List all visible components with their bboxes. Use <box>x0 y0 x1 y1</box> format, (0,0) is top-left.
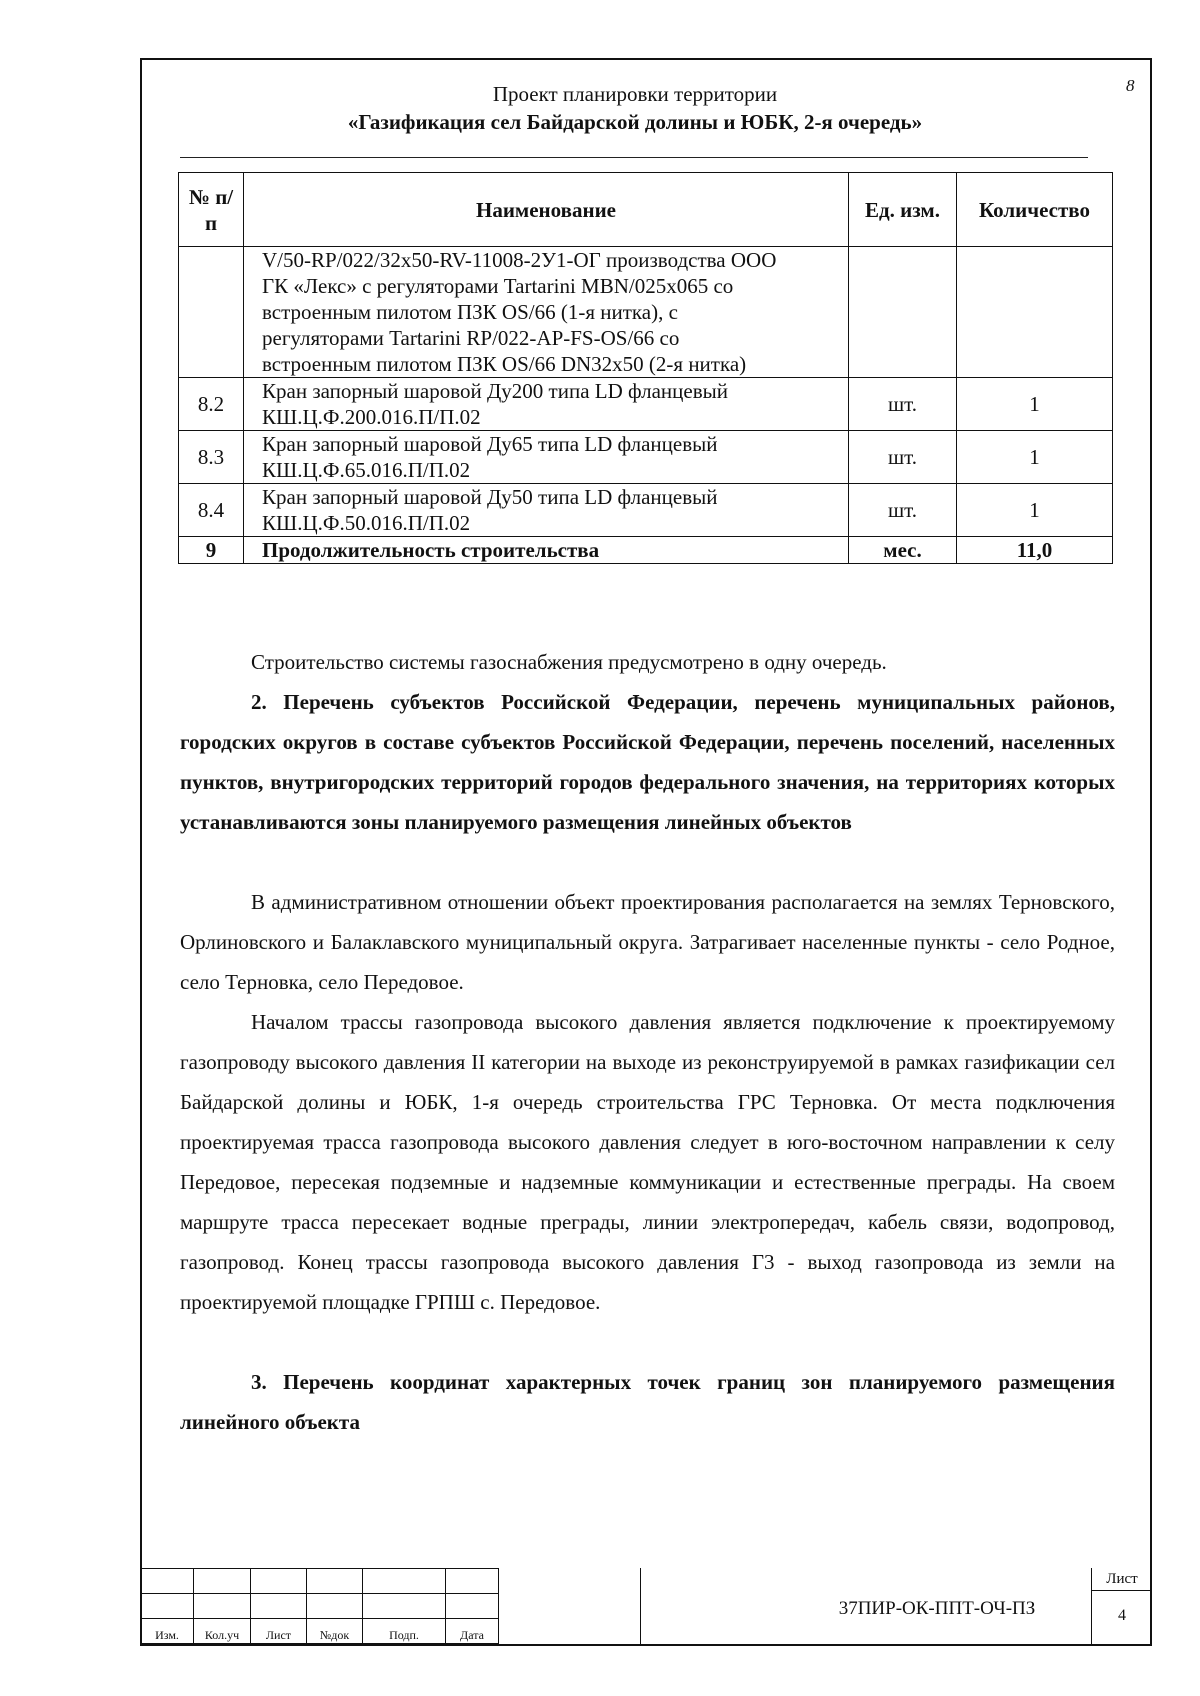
row-unit: шт. <box>849 484 957 537</box>
col-header-qty: Количество <box>957 173 1113 247</box>
row-unit: шт. <box>849 431 957 484</box>
row-name <box>244 431 849 484</box>
row-name <box>244 247 849 378</box>
sheet-cell <box>1091 1568 1152 1646</box>
header-subtitle: «Газификация сел Байдарской долины и ЮБК, 2-я очередь» <box>347 110 923 134</box>
row-name-line: КШ.Ц.Ф.200.016.П/П.02 <box>262 405 481 429</box>
stamp-label: Лист <box>251 1619 307 1644</box>
row-name-line: КШ.Ц.Ф.50.016.П/П.02 <box>262 511 471 535</box>
stamp-label: Изм. <box>141 1619 194 1644</box>
section-3-heading: 3. Перечень координат характерных точек границ зон планируемого размещения линейного объекта <box>180 1370 1115 1434</box>
row-name-line: Кран запорный шаровой Ду65 типа LD фланцевый <box>262 432 718 456</box>
row-name-line: КШ.Ц.Ф.65.016.П/П.02 <box>262 458 471 482</box>
total-name: Продолжительность строительства <box>244 537 849 564</box>
row-name-line: ГК «Лекс» с регуляторами Tartarini MBN/025x065 со <box>262 274 734 298</box>
table-header-row <box>179 173 1113 247</box>
stamp-label: Подп. <box>363 1619 446 1644</box>
row-name <box>244 484 849 537</box>
paragraph-3: Началом трассы газопровода высокого давления является подключение к проектируемому газопроводу высокого давления II категории на выходе из реконструируемой в рамках газификации сел Байдарской долины и ЮБК, 1-я очередь строительства ГРС Терновка. От места подключения проектируемая трасса газопровода высокого давления следует в юго-восточном направлении к селу Передовое, пересекая подземные и надземные коммуникации и естественные преграды. На своем маршруте трасса пересекает водные преграды, линии электропередач, кабель связи, водопровод, газопровод. Конец трассы газопровода высокого давления Г3 - выход газопровода из земли на проектируемой площадке ГРПШ с. Передовое. <box>180 1010 1115 1314</box>
paragraph-1: Строительство системы газоснабжения предусмотрено в одну очередь. <box>251 650 887 674</box>
document-code: 37ПИР-ОК-ППТ-ОЧ-ПЗ <box>838 1598 1036 1619</box>
row-num: 8.2 <box>179 378 244 431</box>
row-name-line: регуляторами Tartarini RP/022-AP-FS-OS/66 со <box>262 326 680 350</box>
row-num <box>179 247 244 378</box>
table-total-row <box>179 537 1113 564</box>
sheet-label: Лист <box>1092 1568 1152 1591</box>
row-name-line: Кран запорный шаровой Ду200 типа LD фланцевый <box>262 379 728 403</box>
row-name <box>244 378 849 431</box>
total-num: 9 <box>179 537 244 564</box>
row-name-line: V/50-RP/022/32x50-RV-11008-2У1-ОГ производства ООО <box>262 248 777 272</box>
row-qty <box>957 247 1113 378</box>
title-block <box>140 1568 1152 1646</box>
stamp-label: №док <box>307 1619 363 1644</box>
stamp-label: Кол.уч <box>194 1619 251 1644</box>
page-number: 8 <box>1126 76 1135 95</box>
row-name-line: встроенным пилотом ПЗК OS/66 (1-я нитка), с <box>262 300 678 324</box>
row-name-line: Кран запорный шаровой Ду50 типа LD фланцевый <box>262 485 718 509</box>
table-row <box>179 431 1113 484</box>
specification-table <box>178 172 1113 564</box>
signature-grid <box>140 1568 499 1644</box>
paragraph-2: В административном отношении объект проектирования располагается на землях Терновского, Орлиновского и Балаклавского муниципальный округа. Затрагивает населенные пункты - село Родное, село Терновка, село Передовое. <box>180 890 1115 994</box>
row-qty: 1 <box>957 378 1113 431</box>
table-row <box>179 378 1113 431</box>
row-unit <box>849 247 957 378</box>
total-unit: мес. <box>849 537 957 564</box>
row-num: 8.3 <box>179 431 244 484</box>
sheet-number: 4 <box>1118 1607 1126 1624</box>
section-2-heading: 2. Перечень субъектов Российской Федерации, перечень муниципальных районов, городских округов в составе субъектов Российской Федерации, перечень поселений, населенных пунктов, внутригородских территорий городов федерального значения, на территориях которых устанавливаются зоны планируемого размещения линейных объектов <box>180 690 1115 834</box>
row-qty: 1 <box>957 484 1113 537</box>
header-divider <box>180 157 1088 158</box>
col-header-num: № п/п <box>179 173 244 247</box>
row-unit: шт. <box>849 378 957 431</box>
row-name-line: встроенным пилотом ПЗК OS/66 DN32x50 (2-я нитка) <box>262 352 747 376</box>
col-header-unit: Ед. изм. <box>849 173 957 247</box>
table-row <box>179 484 1113 537</box>
stamp-label: Дата <box>446 1619 499 1644</box>
row-num: 8.4 <box>179 484 244 537</box>
col-header-name: Наименование <box>244 173 849 247</box>
row-qty: 1 <box>957 431 1113 484</box>
header-title: Проект планировки территории <box>492 82 778 106</box>
table-row <box>179 247 1113 378</box>
total-qty: 11,0 <box>957 537 1113 564</box>
